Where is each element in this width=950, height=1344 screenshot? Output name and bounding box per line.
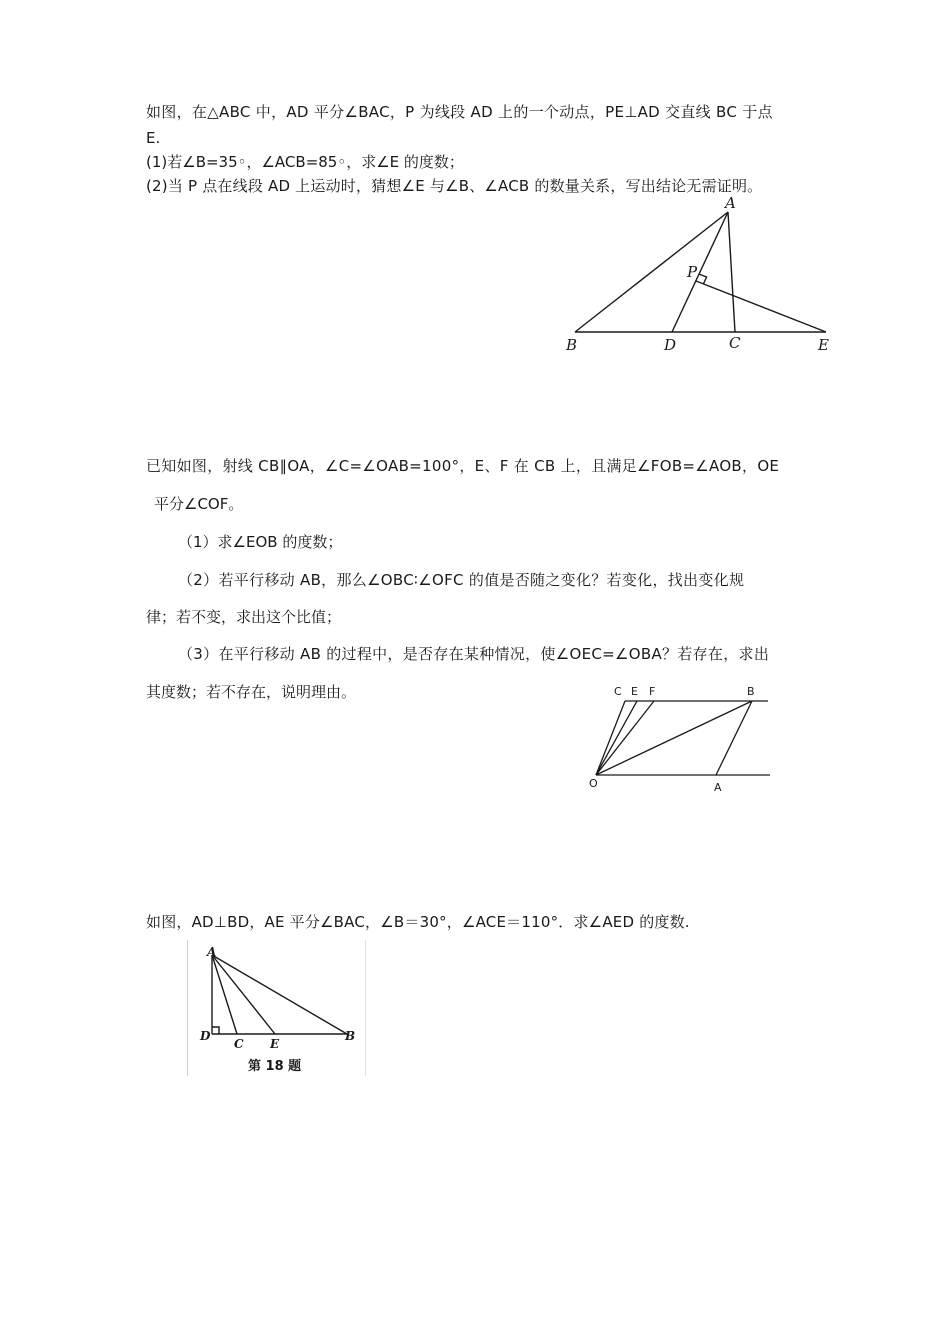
problem2-line7: 其度数；若不存在，说明理由。 (146, 683, 357, 701)
problem2-line2: 平分∠COF。 (154, 495, 244, 513)
label-d: D (664, 336, 677, 354)
label-c: C (729, 334, 741, 352)
problem2-line3: （1）求∠EOB 的度数； (178, 533, 343, 551)
label-e-2: E (631, 685, 638, 698)
problem2-line6: （3）在平行移动 AB 的过程中，是否存在某种情况，使∠OEC=∠OBA？若存在，求出 (178, 645, 770, 663)
label-b-3: B (345, 1029, 356, 1043)
problem1-line2: E. (146, 129, 161, 147)
problem3-line1: 如图，AD⊥BD，AE 平分∠BAC，∠B＝30°，∠ACE＝110°．求∠AED 的度数. (146, 913, 690, 931)
label-b: B (566, 336, 578, 354)
label-o-2: O (589, 777, 598, 790)
label-e: E (818, 336, 829, 354)
right-angle-mark-d (212, 1027, 219, 1034)
problem1-line1: 如图，在△ABC 中，AD 平分∠BAC，P 为线段 AD 上的一个动点，PE⊥AD 交直线 BC 于点 (146, 103, 773, 121)
segment-ab-3 (212, 955, 347, 1034)
label-p: P (687, 263, 698, 281)
label-c-2: C (614, 685, 622, 698)
figure-caption: 第 18 题 (248, 1059, 302, 1074)
problem2-line4: （2）若平行移动 AB，那么∠OBC∶∠OFC 的值是否随之变化？若变化，找出变化规 (178, 571, 745, 589)
label-f-2: F (649, 685, 656, 698)
problem2-line1: 已知如图，射线 CB∥OA，∠C=∠OAB=100°，E、F 在 CB 上，且满足∠FOB=∠AOB，OE (146, 457, 780, 475)
label-d-3: D (200, 1029, 211, 1043)
segment-ae-3 (212, 955, 275, 1034)
label-b-2: B (747, 685, 755, 698)
label-c-3: C (234, 1037, 244, 1051)
label-a: A (725, 194, 736, 212)
problem1-line4: (2)当 P 点在线段 AD 上运动时，猜想∠E 与∠B、∠ACB 的数量关系，写出结论无需证明。 (146, 177, 763, 195)
label-a-3: A (207, 945, 217, 959)
problem1-line3: (1)若∠B=35◦，∠ACB=85◦，求∠E 的度数； (146, 153, 464, 171)
label-a-2: A (714, 781, 722, 794)
problem2-line5: 律；若不变，求出这个比值； (146, 608, 342, 626)
label-e-3: E (270, 1037, 280, 1051)
